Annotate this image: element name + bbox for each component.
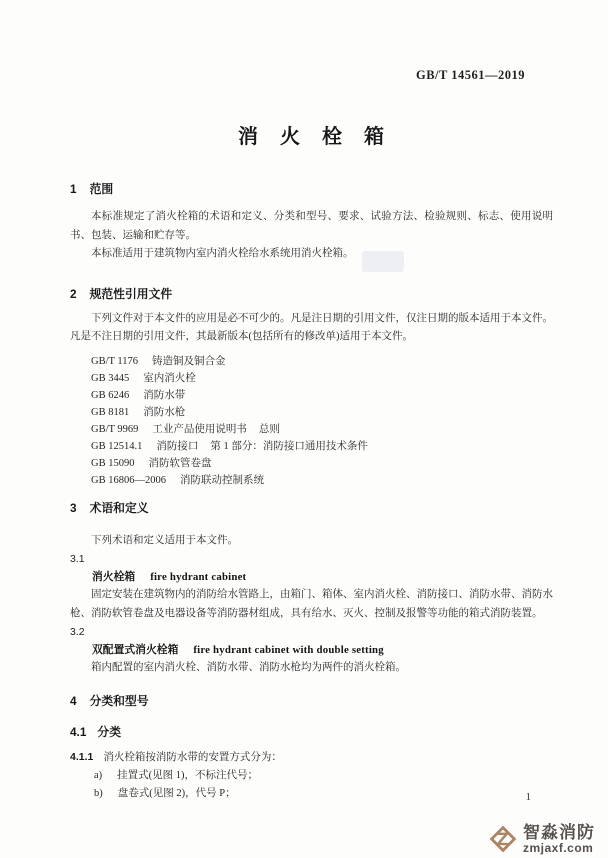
reference-code: GB/T 1176 bbox=[91, 355, 138, 367]
reference-item bbox=[91, 387, 553, 404]
reference-item bbox=[91, 370, 553, 387]
watermark-brand bbox=[486, 822, 595, 856]
section-4-1-number: 4.1 bbox=[70, 724, 87, 739]
reference-item bbox=[91, 472, 553, 489]
classification-item-b bbox=[94, 785, 553, 803]
reference-code: GB 3445 bbox=[91, 372, 130, 384]
reference-code: GB 8181 bbox=[91, 406, 130, 418]
term-1-name-en: fire hydrant cabinet bbox=[150, 571, 247, 583]
term-2-name-cn: 双配置式消火栓箱 bbox=[92, 644, 179, 656]
reference-title: 室内消火栓 bbox=[143, 372, 196, 384]
term-1-name-cn: 消火栓箱 bbox=[92, 571, 136, 583]
scope-paragraph-2: 本标准适用于建筑物内室内消火栓给水系统用消火栓箱。 bbox=[91, 248, 354, 259]
reference-code: GB/T 9969 bbox=[91, 423, 139, 435]
section-2-number: 2 bbox=[70, 286, 77, 301]
item-a-text: 挂置式(见图 1)，不标注代号； bbox=[117, 769, 259, 781]
section-4-1-heading bbox=[70, 723, 553, 741]
clause-4-1-1-number: 4.1.1 bbox=[70, 750, 94, 763]
section-1-title: 范围 bbox=[89, 182, 114, 196]
normative-references-list bbox=[91, 353, 553, 489]
brand-diamond-logo-icon bbox=[486, 822, 520, 856]
classification-item-a bbox=[94, 767, 553, 785]
term-2-name bbox=[92, 641, 553, 659]
brand-name: 智淼消防 bbox=[523, 823, 595, 842]
section-2-title: 规范性引用文件 bbox=[89, 286, 173, 301]
brand-text-block bbox=[523, 824, 595, 854]
reference-title: 工业产品使用说明书 bbox=[152, 423, 247, 435]
term-1-name bbox=[92, 568, 553, 586]
reference-title: 消防联动控制系统 bbox=[179, 474, 264, 486]
term-1-definition: 固定安装在建筑物内的消防给水管路上，由箱门、箱体、室内消火栓、消防接口、消防水带、消防水枪、消防软管卷盘及电器设备等消防器材组成，具有给水、灭火、控制及报警等功能的箱式消防装置。 bbox=[70, 589, 553, 619]
reference-item bbox=[91, 438, 553, 455]
section-4-1-title: 分类 bbox=[97, 724, 122, 739]
reference-subtitle: 第 1 部分：消防接口通用技术条件 bbox=[210, 440, 368, 452]
reference-title: 铸造铜及铜合金 bbox=[151, 355, 226, 367]
section-4-number: 4 bbox=[70, 693, 77, 708]
reference-code: GB 12514.1 bbox=[91, 440, 143, 452]
reference-title: 消防软管卷盘 bbox=[148, 457, 212, 469]
reference-title: 消防接口 bbox=[156, 440, 199, 452]
reference-subtitle: 总则 bbox=[258, 423, 280, 435]
item-a-label: a) bbox=[94, 769, 103, 781]
section-1-heading bbox=[70, 180, 553, 198]
section-2-heading bbox=[70, 285, 553, 303]
section-3-title: 术语和定义 bbox=[89, 500, 149, 515]
references-intro-paragraph: 下列文件对于本文件的应用是必不可少的。凡是注日期的引用文件，仅注日期的版本适用于本文件。凡是不注日期的引用文件，其最新版本(包括所有的修改单)适用于本文件。 bbox=[70, 312, 553, 342]
reference-title: 消防水带 bbox=[143, 389, 186, 401]
terms-intro: 下列术语和定义适用于本文件。 bbox=[91, 534, 238, 546]
reference-code: GB 16806—2006 bbox=[91, 474, 166, 486]
section-3-number: 3 bbox=[70, 500, 77, 515]
brand-url: zmjaxf.com bbox=[523, 841, 594, 855]
term-2-name-en: fire hydrant cabinet with double setting bbox=[193, 644, 384, 656]
section-4-heading bbox=[70, 692, 553, 710]
reference-item bbox=[91, 404, 553, 421]
reference-item bbox=[91, 455, 553, 472]
item-b-text: 盘卷式(见图 2)，代号 P； bbox=[117, 787, 236, 799]
clause-4-1-1 bbox=[70, 748, 553, 767]
standard-code: GB/T 14561—2019 bbox=[415, 68, 525, 82]
page-number: 1 bbox=[525, 791, 531, 803]
section-3-heading bbox=[70, 499, 553, 517]
item-b-label: b) bbox=[94, 787, 103, 799]
scan-artifact-smudge bbox=[362, 251, 404, 272]
reference-item bbox=[91, 421, 553, 438]
scope-paragraph-1: 本标准规定了消火栓箱的术语和定义、分类和型号、要求、试验方法、检验规则、标志、使用说明书、包装、运输和贮存等。 bbox=[70, 211, 553, 241]
reference-code: GB 6246 bbox=[91, 389, 130, 401]
term-2-number: 3.2 bbox=[70, 626, 85, 638]
reference-item bbox=[91, 353, 553, 370]
reference-title: 消防水枪 bbox=[143, 406, 186, 418]
section-4-title: 分类和型号 bbox=[89, 693, 149, 708]
term-2-definition: 箱内配置的室内消火栓、消防水带、消防水枪均为两件的消火栓箱。 bbox=[91, 662, 406, 673]
section-1-number: 1 bbox=[70, 182, 77, 196]
document-title: 消 火 栓 箱 bbox=[238, 126, 385, 148]
reference-code: GB 15090 bbox=[91, 457, 135, 469]
term-1-number: 3.1 bbox=[70, 553, 85, 565]
clause-4-1-1-text: 消火栓箱按消防水带的安置方式分为： bbox=[103, 751, 282, 763]
